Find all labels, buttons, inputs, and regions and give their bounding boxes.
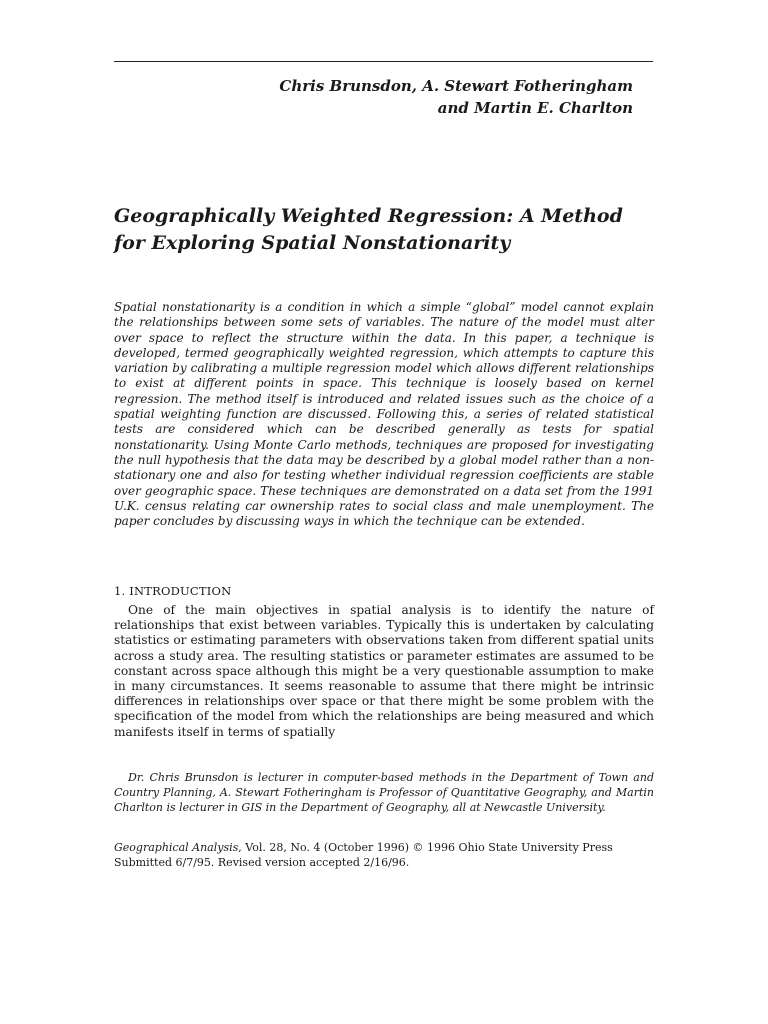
- authors-line-1: Chris Brunsdon, A. Stewart Fotheringham: [279, 77, 633, 95]
- citation-details: , Vol. 28, No. 4 (October 1996) © 1996 Ohio State University Press: [238, 841, 613, 854]
- citation-block: [114, 840, 674, 870]
- journal-name: Geographical Analysis: [114, 841, 239, 854]
- author-block: [279, 75, 633, 119]
- author-affiliation-footnote: Dr. Chris Brunsdon is lecturer in computer-based methods in the Department of Town and Country Planning, A. Stewart Fotheringham is Professor of Quantitative Geography, and Martin Charlton is lecturer in GIS in the Department of Geography, all at Newcastle University.: [114, 771, 654, 815]
- introduction-paragraph: One of the main objectives in spatial analysis is to identify the nature of relationships that exist between variables. Typically this is undertaken by calculating statistics or estimating parameters with observations taken from different spatial units across a study area. The resulting statistics or parameter estimates are assumed to be constant across space although this might be a very questionable assumption to make in many circumstances. It seems reasonable to assume that there might be intrinsic differences in relationships over space or that there might be some problem with the specification of the model from which the relationships are being measured and which manifests itself in terms of spatially: [114, 603, 654, 739]
- abstract: Spatial nonstationarity is a condition in which a simple “global” model cannot explain the relationships between some sets of variables. The nature of the model must alter over space to reflect the structure within the data. In this paper, a technique is developed, termed geographically weighted regression, which attempts to capture this variation by calibrating a multiple regression model which allows different relationships to exist at different points in space. This technique is loosely based on kernel regression. The method itself is introduced and related issues such as the choice of a spatial weighting function are discussed. Following this, a series of related statistical tests are considered which can be described generally as tests for spatial nonstationarity. Using Monte Carlo methods, techniques are proposed for investigating the null hypothesis that the data may be described by a global model rather than a non-stationary one and also for testing whether individual regression coefficients are stable over geographic space. These techniques are demonstrated on a data set from the 1991 U.K. census relating car ownership rates to social class and male unemployment. The paper concludes by discussing ways in which the technique can be extended.: [114, 300, 654, 529]
- top-rule: [114, 61, 653, 62]
- section-heading: 1. INTRODUCTION: [114, 584, 232, 598]
- title-line-1: Geographically Weighted Regression: A Method: [114, 205, 623, 227]
- paper-title: [114, 203, 654, 257]
- journal-citation: [114, 840, 674, 855]
- submission-dates: Submitted 6/7/95. Revised version accepted 2/16/96.: [114, 856, 410, 870]
- title-line-2: for Exploring Spatial Nonstationarity: [114, 232, 511, 254]
- authors-line-2: and Martin E. Charlton: [437, 99, 633, 117]
